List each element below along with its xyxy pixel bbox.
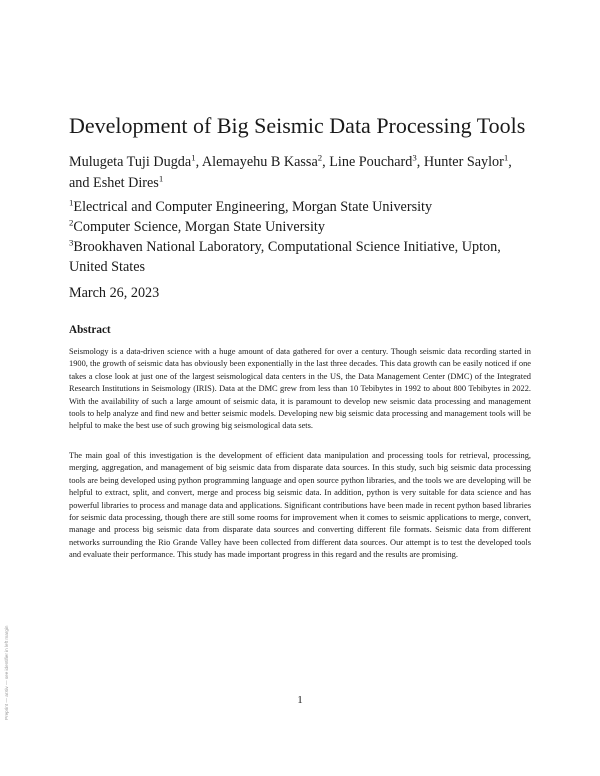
affiliation-list [69, 197, 539, 277]
paper-title: Development of Big Seismic Data Processing Tools [69, 113, 526, 138]
affiliation: $^1$Electrical and Computer Engineering, Morgan State University [69, 197, 433, 215]
abstract-paragraph: Seismology is a data-driven science with a huge amount of data gathered for over a century. Though seismic data recording started in 1900, the growth of seismic data has obviously been exponentially in the last three decades. This data growth can be easily noticed if one takes a close look at just one of the largest seismological data centers in the US, the Data Management Center (DMC) of the Integrated Research Institutions in Seismology (IRIS). Data at the DMC grew from less than 10 Tebibytes in 1992 to about 800 Tebibytes in 2022. With the availability of such a large amount of seismic data, it is paramount to develop new seismic data processing and management tools to help analyze and find new and better seismic models. Developing new big seismic data processing and management tools will be helpful to make the best use of such growing big seismological data sets. [69, 347, 531, 431]
page-number: 1 [297, 694, 303, 706]
affiliation: $^3$Brookhaven National Laboratory, Computational Science Initiative, Upton, United States [69, 237, 501, 275]
author: Hunter Saylor$^1$, [423, 152, 512, 170]
author: Alemayehu B Kassa$^2$, [201, 152, 330, 170]
abstract-paragraph: The main goal of this investigation is the development of efficient data manipulation and processing tools for retrieval, processing, merging, aggregation, and management of big seismic data from disparate data sources. In this study, such big seismic data processing tools are being developed using python programming language and open source python libraries, and the tools we are developing will be helpful to extract, split, and convert, merge and process big seismic data. In addition, python is very suitable for data science and has powerful libraries to process and manage data and applications. Significant contributions have been made in recent python based libraries for seismic data processing, though there are still some rooms for improvement when it comes to seismic applications to merge, convert, manage and process big seismic data from disparate data sources and converting different file formats. Seismic data from different networks surrounding the Rio Grande Valley have been collected from different data sources. Our attempt is to test the developed tools and evaluate their performance. This study has made important progress in this regard and the results are promising. [69, 451, 531, 560]
author-list [69, 152, 539, 194]
margin-identifier: Preprint — arXiv — see identifier in left margin [4, 625, 9, 720]
affiliation: $^2$Computer Science, Morgan State University [69, 217, 325, 235]
abstract-heading: Abstract [69, 324, 111, 336]
author: Mulugeta Tuji Dugda$^1$, [69, 152, 202, 170]
publication-date: March 26, 2023 [69, 285, 160, 301]
author: Line Pouchard$^3$, [329, 152, 424, 170]
author: and Eshet Dires$^1$ [69, 173, 164, 191]
